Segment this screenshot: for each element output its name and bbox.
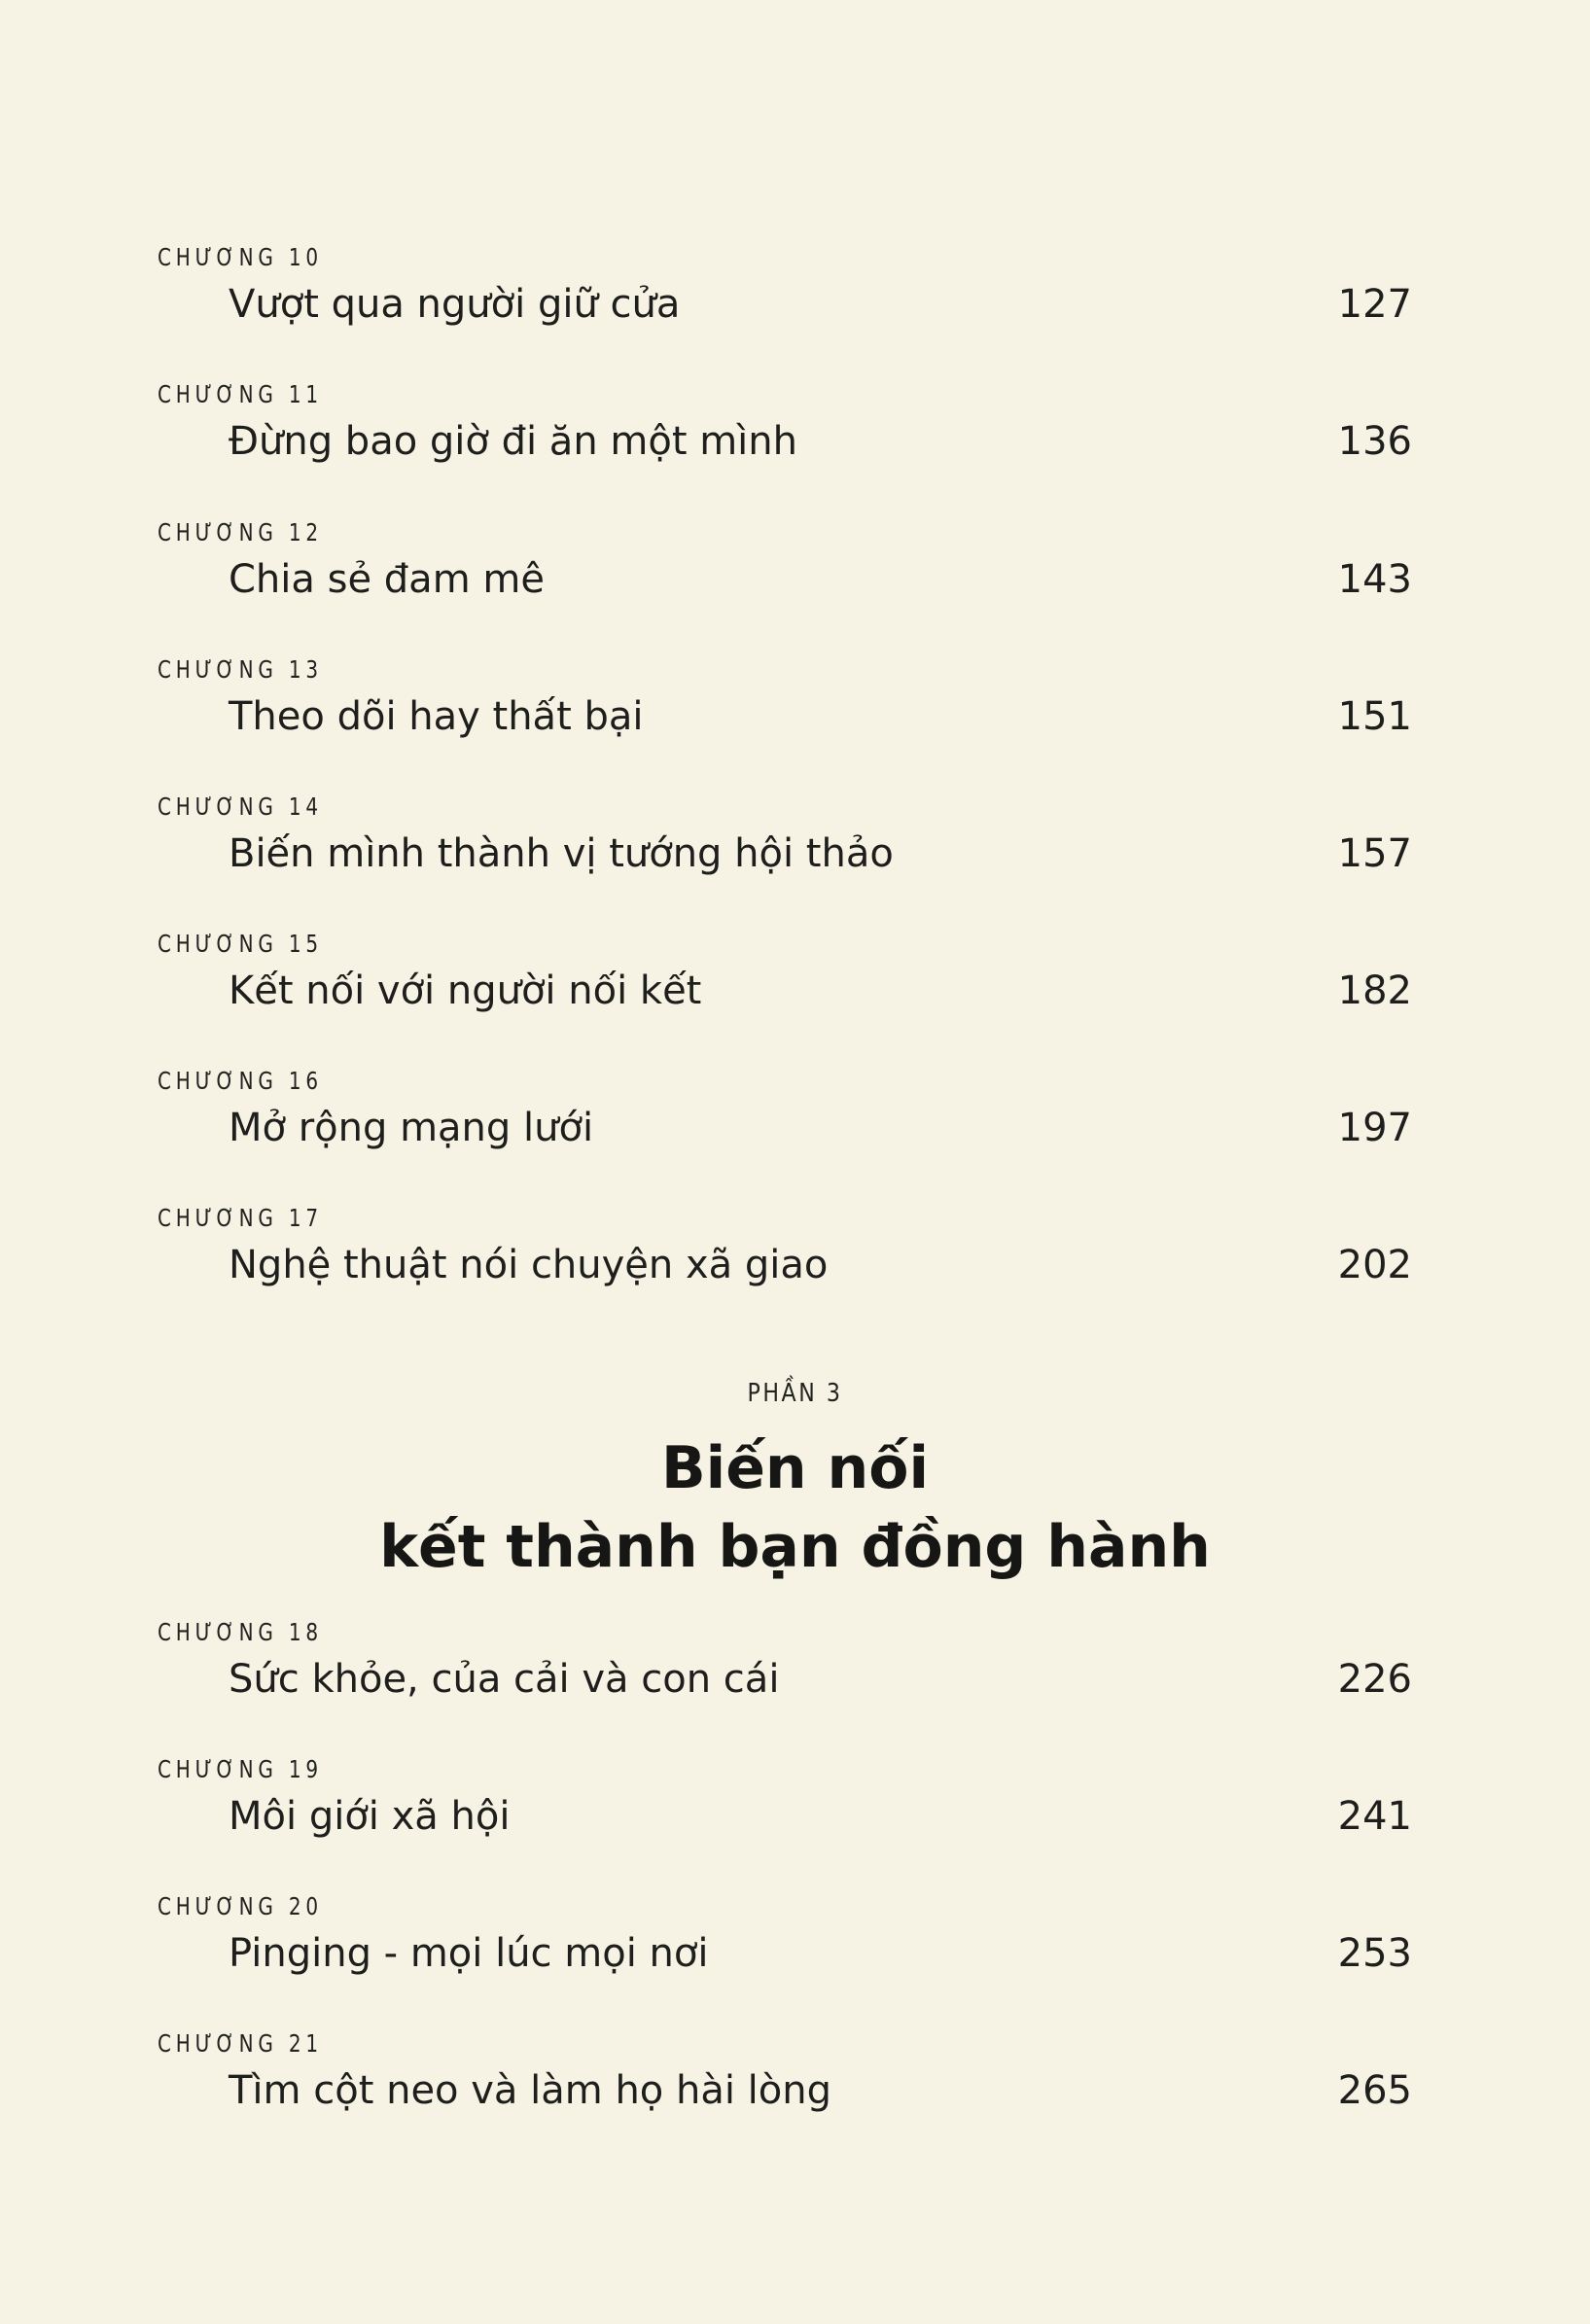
chapter-page-number: 197: [1337, 1106, 1412, 1150]
toc-entry-chapter-10[interactable]: [158, 243, 1412, 360]
toc-entry-chapter-11[interactable]: [158, 380, 1412, 497]
part-label: PHẦN 3: [747, 1379, 843, 1408]
toc-entry-chapter-15[interactable]: [158, 930, 1412, 1046]
toc-entry-chapter-20[interactable]: [158, 1892, 1412, 2009]
chapter-title: Nghệ thuật nói chuyện xã giao: [229, 1243, 829, 1287]
chapter-label: CHƯƠNG 21: [158, 2029, 323, 2058]
chapter-label: CHƯƠNG 17: [158, 1204, 323, 1232]
chapter-label: CHƯƠNG 11: [158, 380, 323, 408]
toc-entry-chapter-21[interactable]: [158, 2029, 1412, 2146]
chapter-page-number: 151: [1337, 694, 1412, 739]
chapter-page-number: 241: [1337, 1794, 1412, 1839]
chapter-title: Theo dõi hay thất bại: [229, 694, 644, 739]
part-title-line-1: Biến nối: [660, 1434, 930, 1502]
chapter-label: CHƯƠNG 13: [158, 655, 323, 684]
toc-entry-chapter-16[interactable]: [158, 1067, 1412, 1183]
chapter-page-number: 143: [1337, 557, 1412, 602]
chapter-page-number: 136: [1337, 419, 1412, 464]
chapter-label: CHƯƠNG 19: [158, 1755, 323, 1783]
chapter-page-number: 127: [1337, 282, 1412, 327]
chapter-page-number: 182: [1337, 968, 1412, 1013]
chapter-page-number: 253: [1337, 1931, 1412, 1976]
toc-entry-chapter-19[interactable]: [158, 1755, 1412, 1872]
chapter-label: CHƯƠNG 16: [158, 1067, 323, 1095]
chapter-title: Môi giới xã hội: [229, 1794, 511, 1839]
chapter-label: CHƯƠNG 15: [158, 930, 323, 958]
chapter-title: Mở rộng mạng lưới: [229, 1106, 594, 1150]
chapter-title: Tìm cột neo và làm họ hài lòng: [229, 2068, 831, 2113]
chapter-page-number: 157: [1337, 831, 1412, 876]
chapter-title: Kết nối với người nối kết: [229, 968, 702, 1013]
toc-entry-chapter-14[interactable]: [158, 792, 1412, 909]
chapter-title: Biến mình thành vị tướng hội thảo: [229, 831, 894, 876]
chapter-title: Vượt qua người giữ cửa: [229, 282, 681, 327]
toc-entry-chapter-17[interactable]: [158, 1204, 1412, 1320]
chapter-title: Đừng bao giờ đi ăn một mình: [229, 419, 797, 464]
chapter-page-number: 226: [1337, 1657, 1412, 1702]
part-title-line-2: kết thành bạn đồng hành: [379, 1513, 1211, 1581]
chapter-label: CHƯƠNG 18: [158, 1618, 323, 1646]
chapter-label: CHƯƠNG 14: [158, 792, 323, 821]
chapter-label: CHƯƠNG 20: [158, 1892, 323, 1920]
chapter-page-number: 265: [1337, 2068, 1412, 2113]
chapter-title: Sức khỏe, của cải và con cái: [229, 1657, 780, 1702]
toc-entry-chapter-13[interactable]: [158, 655, 1412, 772]
chapter-label: CHƯƠNG 10: [158, 243, 323, 271]
toc-entry-chapter-12[interactable]: [158, 518, 1412, 635]
chapter-title: Chia sẻ đam mê: [229, 557, 545, 602]
chapter-page-number: 202: [1337, 1243, 1412, 1287]
chapter-label: CHƯƠNG 12: [158, 518, 323, 546]
chapter-title: Pinging - mọi lúc mọi nơi: [229, 1931, 709, 1976]
toc-entry-chapter-18[interactable]: [158, 1618, 1412, 1735]
